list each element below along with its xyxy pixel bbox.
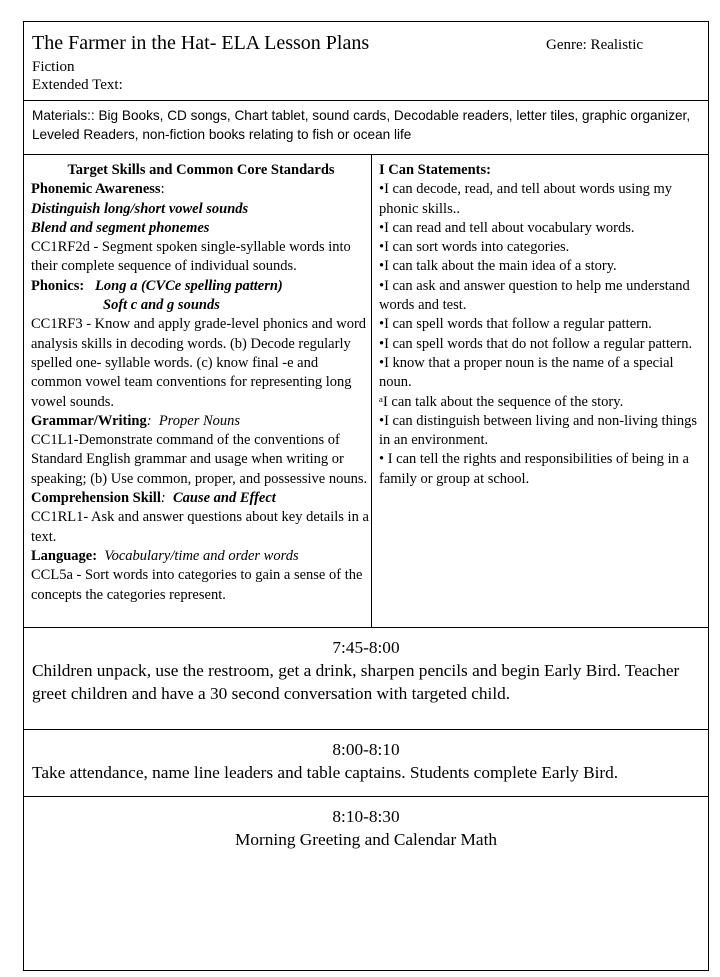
skills-and-statements — [24, 155, 708, 627]
phonemic-colon: : — [160, 181, 165, 198]
language-label: Language: — [31, 547, 98, 564]
i-can-item: •I can ask and answer question to help me understand words and test. — [379, 277, 690, 314]
lesson-plan-document — [23, 21, 709, 971]
grammar-skill: Proper Nouns — [158, 412, 241, 429]
schedule-block-3 — [24, 797, 708, 977]
phonemic-awareness-label: Phonemic Awareness — [31, 181, 161, 198]
i-can-item: •I can read and tell about vocabulary words. — [379, 219, 635, 236]
i-can-heading: I Can Statements: — [379, 162, 491, 178]
i-can-column — [373, 155, 708, 627]
document-title: The Farmer in the Hat- ELA Lesson Plans — [32, 32, 370, 54]
skills-heading: Target Skills and Common Core Standards — [67, 162, 335, 178]
target-skills-column — [24, 155, 371, 627]
i-can-item: • I can tell the rights and responsibilities of being in a family or group at school. — [379, 451, 689, 487]
grammar-label: Grammar/Writing — [31, 412, 147, 429]
schedule-time: 8:00-8:10 — [332, 740, 400, 759]
i-can-item: •I know that a proper noun is the name of a special noun. — [379, 354, 674, 391]
i-can-item: •I can sort words into categories. — [379, 239, 570, 256]
phonemic-skill-1: Distinguish long/short vowel sounds — [31, 200, 249, 217]
comprehension-standard: CC1RL1- Ask and answer questions about key details in a text. — [31, 509, 369, 545]
phonics-skill-1: Long a (CVCe spelling pattern) — [95, 277, 283, 294]
i-can-item: •I can talk about the main idea of a story. — [379, 258, 617, 275]
schedule-activity: Morning Greeting and Calendar Math — [234, 830, 498, 849]
phonemic-skill-2: Blend and segment phonemes — [31, 219, 210, 236]
grammar-standard: CC1L1-Demonstrate command of the conventions of Standard English grammar and usage when writing or speaking; (b) Use common, proper, and possessive nouns. — [31, 432, 368, 487]
materials-section: Materials:: Big Books, CD songs, Chart tablet, sound cards, Decodable readers, letter tiles, graphic organizer, Leveled Readers, non-fiction books relating to fish or ocean life — [32, 108, 691, 142]
schedule-time: 8:10-8:30 — [332, 807, 400, 826]
header-section — [24, 22, 708, 100]
phonics-standard: CC1RF3 - Know and apply grade-level phonics and word analysis skills in decoding words. (b) Decode regularly spelled one- syllable words. (c) know final -e and common vowel team conventions for representing long vowel sounds. — [31, 316, 367, 410]
genre-label: Genre: Realistic — [546, 37, 644, 53]
i-can-item: •I can spell words that do not follow a regular pattern. — [379, 335, 693, 352]
phonics-label: Phonics: — [31, 277, 85, 294]
phonemic-standard: CC1RF2d - Segment spoken single-syllable words into their complete sequence of individual sounds. — [31, 239, 351, 275]
schedule-block-1 — [24, 628, 708, 729]
extended-text-label: Extended Text: — [32, 77, 123, 93]
i-can-item: •I can distinguish between living and non-living things in an environment. — [379, 412, 697, 449]
language-skill: Vocabulary/time and order words — [104, 547, 299, 564]
column-divider — [371, 155, 372, 627]
schedule-activity: Take attendance, name line leaders and table captains. Students complete Early Bird. — [32, 763, 619, 782]
i-can-item: •I can decode, read, and tell about words using my phonic skills.. — [379, 181, 672, 217]
phonics-skill-2: Soft c and g sounds — [103, 297, 220, 314]
comprehension-colon: : — [160, 490, 166, 507]
i-can-item: ᵃI can talk about the sequence of the story. — [379, 393, 624, 410]
comprehension-label: Comprehension Skill — [31, 490, 161, 507]
schedule-time: 7:45-8:00 — [332, 638, 400, 657]
schedule-block-2 — [24, 730, 708, 796]
grammar-colon: : — [146, 412, 152, 429]
language-standard: CCL5a - Sort words into categories to gain a sense of the concepts the categories represent. — [31, 567, 363, 603]
schedule-activity: Children unpack, use the restroom, get a drink, sharpen pencils and begin Early Bird. Teacher greet children and have a 30 second conversation with targeted child. — [32, 661, 680, 703]
comprehension-skill: Cause and Effect — [172, 490, 276, 507]
i-can-item: •I can spell words that follow a regular pattern. — [379, 316, 652, 333]
genre-continued: Fiction — [32, 59, 75, 75]
